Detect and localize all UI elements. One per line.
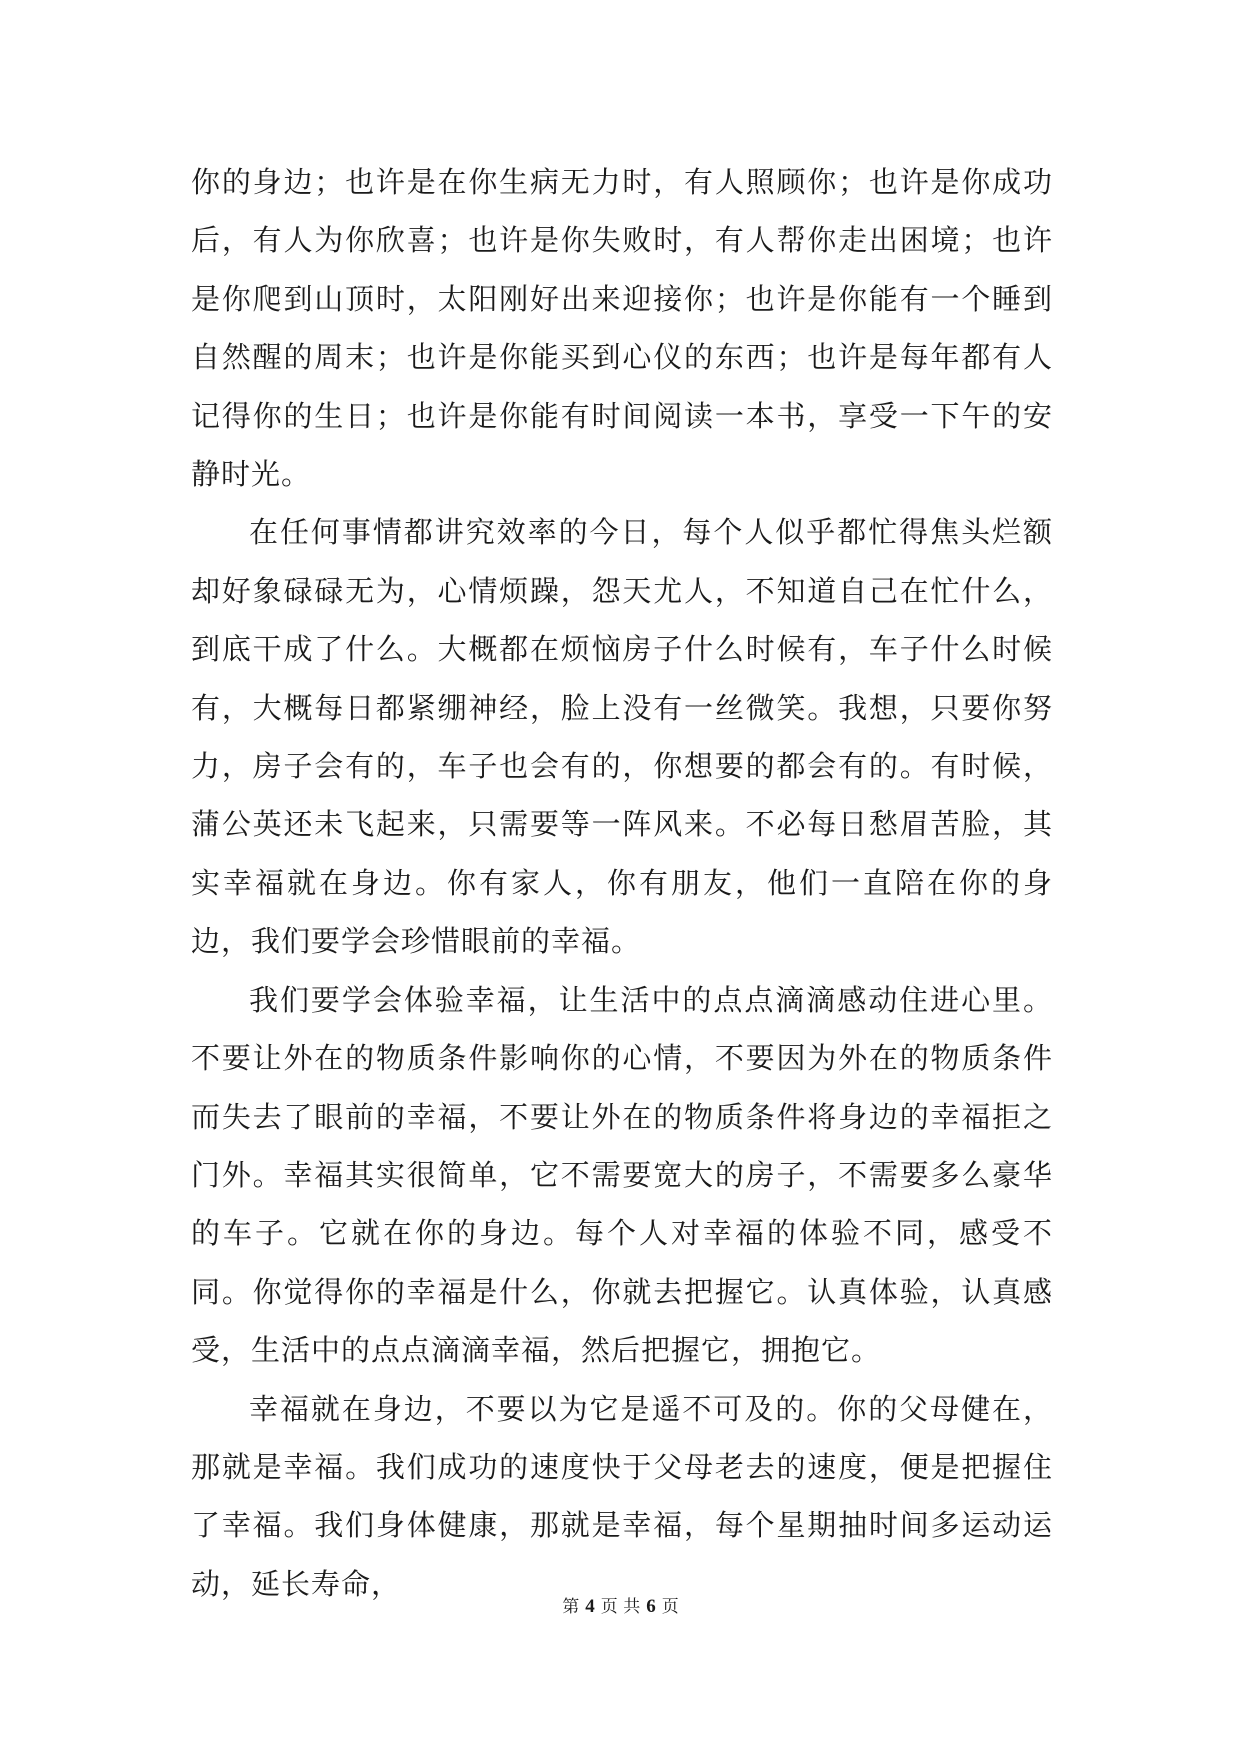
paragraph-1: 你的身边；也许是在你生病无力时，有人照顾你；也许是你成功后，有人为你欣喜；也许是你失败时，有人帮你走出困境；也许是你爬到山顶时，太阳刚好出来迎接你；也许是你能有一个睡到自然醒的周末；也许是你能买到心仪的东西；也许是每年都有人记得你的生日；也许是你能有时间阅读一本书，享受一下午的安静时光。: [191, 165, 1053, 492]
footer-suffix: 页: [661, 1597, 679, 1617]
footer-prefix: 第: [562, 1597, 580, 1617]
paragraph-3: 我们要学会体验幸福，让生活中的点点滴滴感动住进心里。不要让外在的物质条件影响你的心情，不要因为外在的物质条件而失去了眼前的幸福，不要让外在的物质条件将身边的幸福拒之门外。幸福其实很简单，它不需要宽大的房子，不需要多么豪华的车子。它就在你的身边。每个人对幸福的体验不同，感受不同。你觉得你的幸福是什么，你就去把握它。认真体验，认真感受，生活中的点点滴滴幸福，然后把握它，拥抱它。: [191, 982, 1053, 1368]
body-text: [191, 153, 1053, 1613]
page-footer: [0, 1595, 1241, 1619]
footer-total-pages: 6: [646, 1596, 656, 1617]
footer-current-page: 4: [585, 1596, 595, 1617]
paragraph-4: 幸福就在身边，不要以为它是遥不可及的。你的父母健在，那就是幸福。我们成功的速度快于父母老去的速度，便是把握住了幸福。我们身体健康，那就是幸福，每个星期抽时间多运动运动，延长寿命，: [191, 1391, 1053, 1601]
footer-middle: 页 共: [600, 1597, 641, 1617]
paragraph-2: 在任何事情都讲究效率的今日，每个人似乎都忙得焦头烂额却好象碌碌无为，心情烦躁，怨天尤人，不知道自己在忙什么，到底干成了什么。大概都在烦恼房子什么时候有，车子什么时候有，大概每日都紧绷神经，脸上没有一丝微笑。我想，只要你努力，房子会有的，车子也会有的，你想要的都会有的。有时候，蒲公英还未飞起来，只需要等一阵风来。不必每日愁眉苦脸，其实幸福就在身边。你有家人，你有朋友，他们一直陪在你的身边，我们要学会珍惜眼前的幸福。: [191, 515, 1053, 959]
